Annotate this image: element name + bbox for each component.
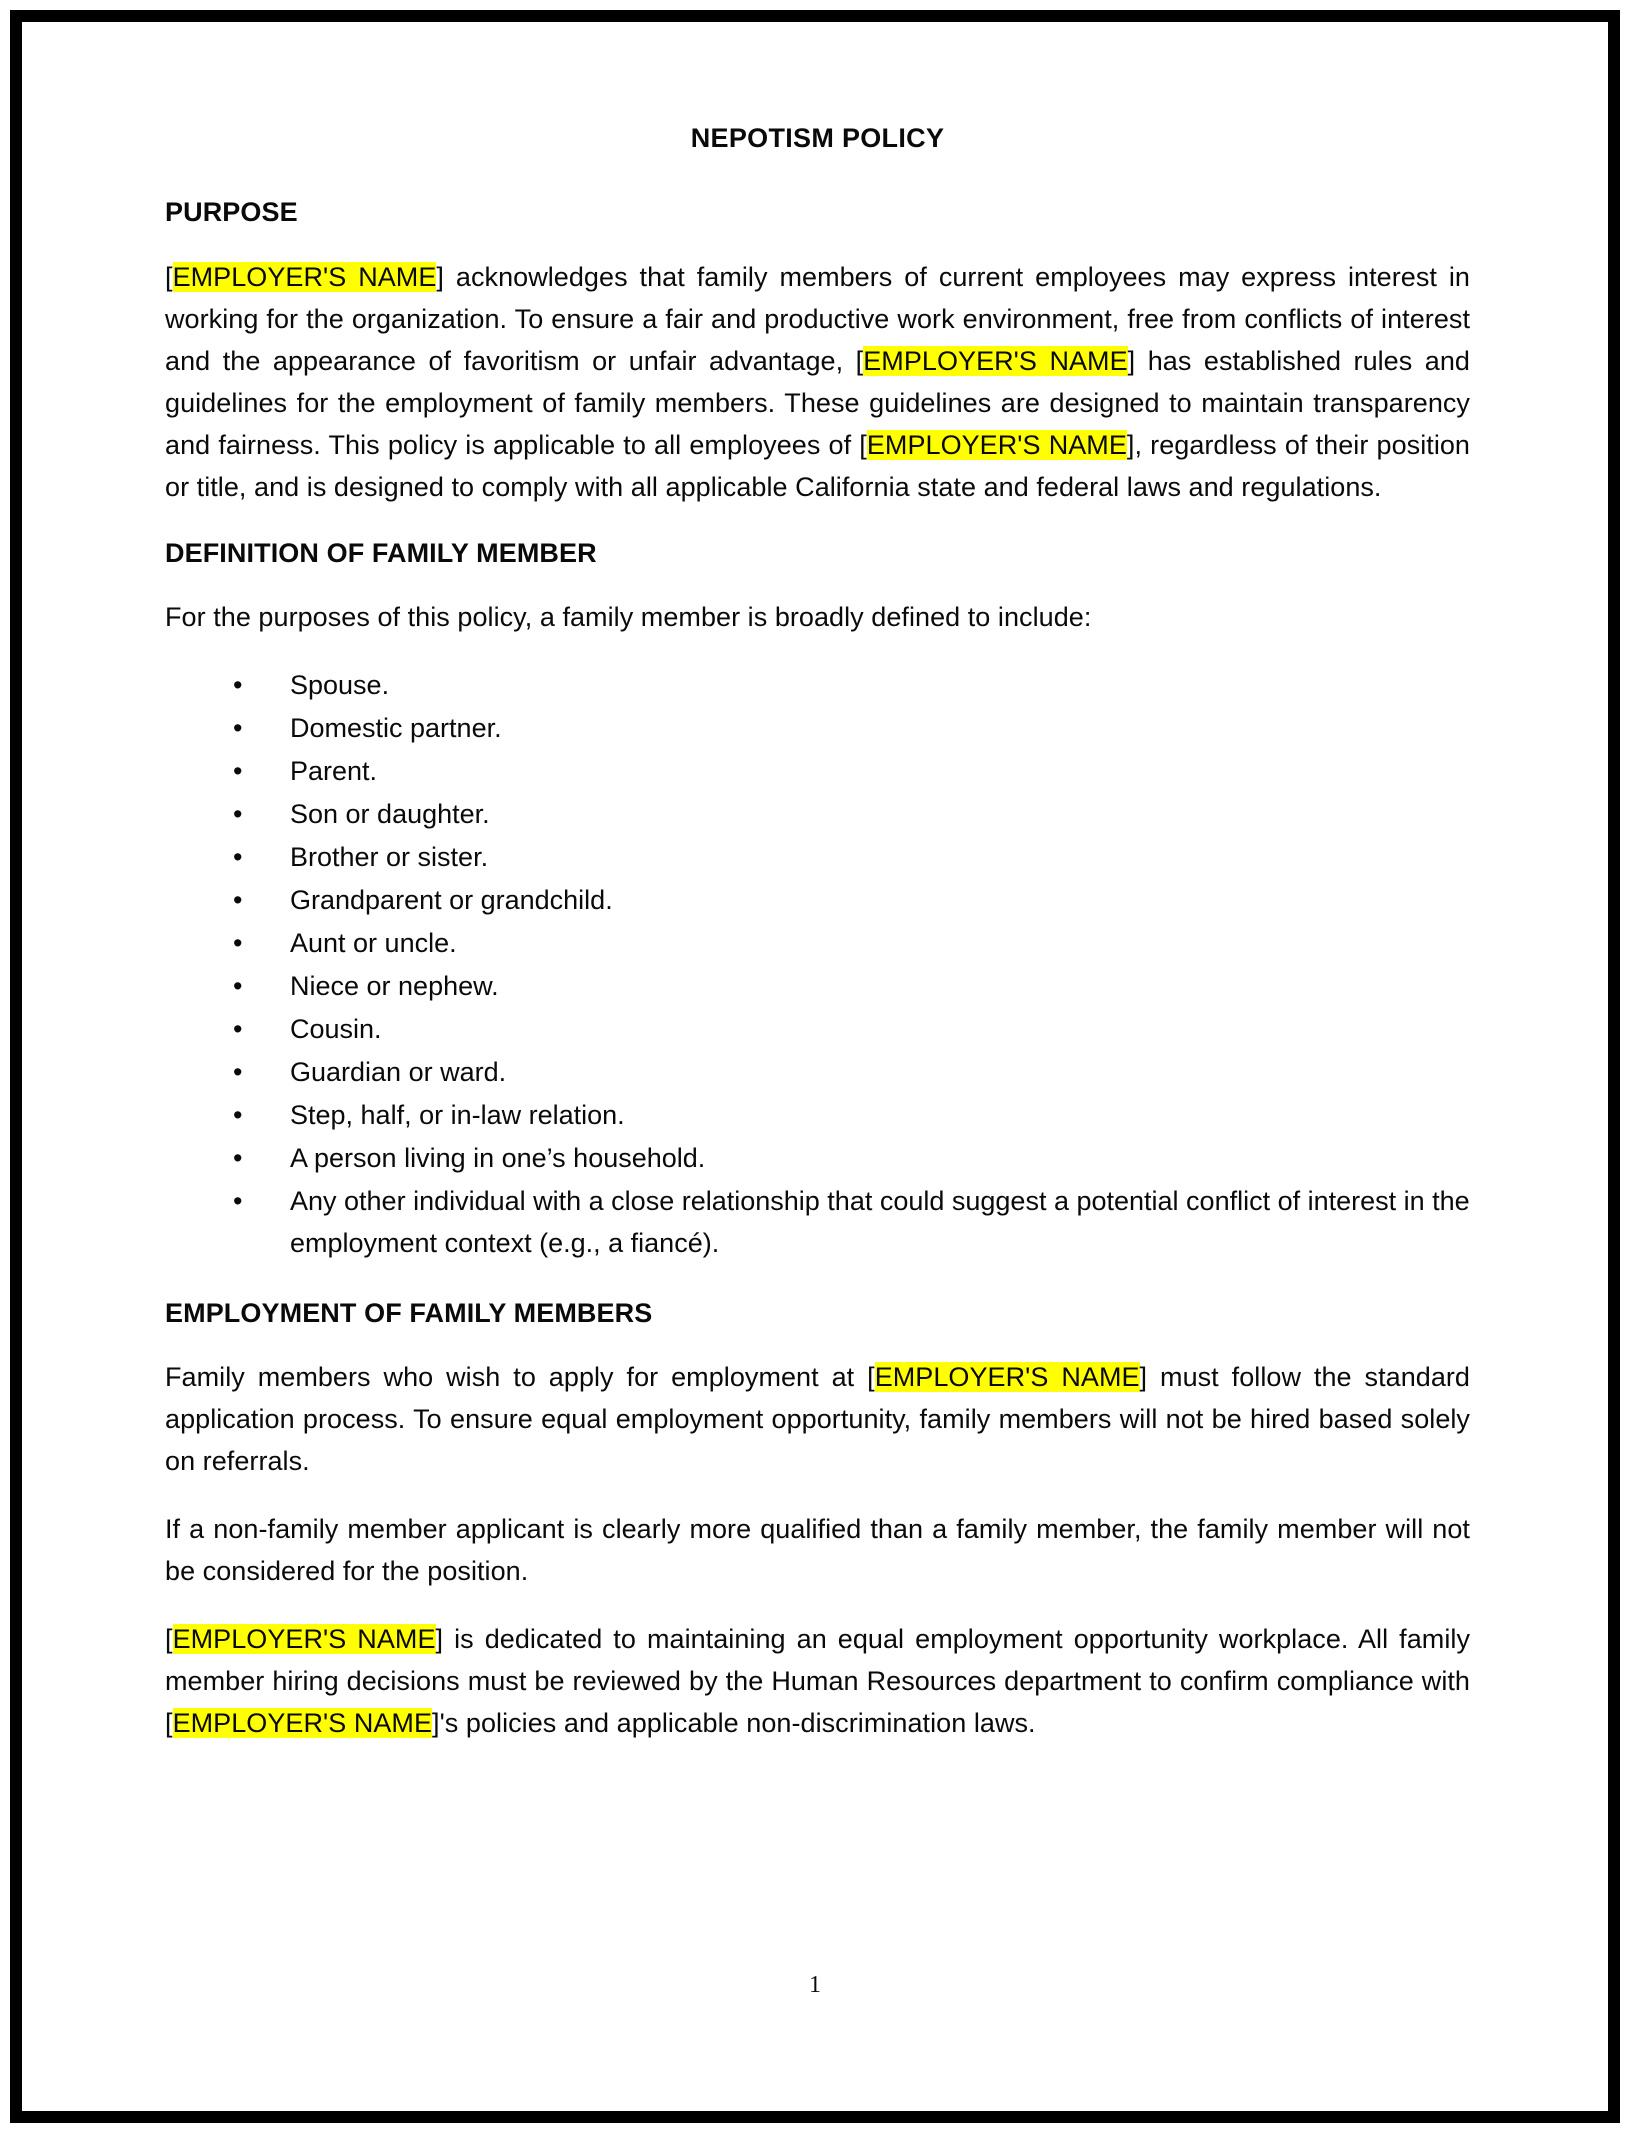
bullet-icon: • bbox=[233, 842, 243, 873]
list-item bbox=[165, 794, 1470, 836]
list-item bbox=[165, 751, 1470, 793]
list-item-label: Grandparent or grandchild. bbox=[290, 885, 613, 916]
list-item-label: Aunt or uncle. bbox=[290, 928, 457, 959]
page-number: 1 bbox=[809, 1972, 821, 1998]
employer-name-placeholder-highlight: EMPLOYER'S NAME bbox=[172, 1624, 436, 1655]
list-item-label: A person living in one’s household. bbox=[290, 1142, 706, 1173]
employer-name-placeholder-highlight: EMPLOYER'S NAME bbox=[172, 261, 437, 292]
employer-name-placeholder-highlight: EMPLOYER'S NAME bbox=[866, 429, 1127, 460]
bullet-icon: • bbox=[233, 971, 243, 1002]
list-item-label: Any other individual with a close relationship that could suggest a potential conflict of interest in the employment context (e.g., a fiancé). bbox=[290, 1185, 1470, 1258]
list-item-label: Spouse. bbox=[290, 670, 390, 701]
employer-name-placeholder-highlight: EMPLOYER'S NAME bbox=[863, 345, 1128, 376]
list-item-label: Domestic partner. bbox=[290, 713, 502, 744]
bullet-icon: • bbox=[233, 799, 243, 830]
section-heading-purpose: PURPOSE bbox=[165, 197, 298, 228]
bullet-icon: • bbox=[233, 885, 243, 916]
list-item bbox=[165, 923, 1470, 965]
list-item-label: Son or daughter. bbox=[290, 799, 490, 830]
list-item bbox=[165, 708, 1470, 750]
list-item-label: Niece or nephew. bbox=[290, 971, 499, 1002]
page-title: NEPOTISM POLICY bbox=[690, 123, 945, 153]
paragraph-employment-3: [EMPLOYER'S NAME] is dedicated to maintaining an equal employment opportunity workplace. All family member hiring decisions must be reviewed by the Human Resources department to confirm compliance with [EMPLOYER'S NAME]'s policies and applicable non-discrimination laws. bbox=[165, 1624, 1470, 1739]
list-item-label: Parent. bbox=[290, 756, 378, 787]
list-item-label: Brother or sister. bbox=[290, 842, 489, 873]
section-heading-employment-of-family-members: EMPLOYMENT OF FAMILY MEMBERS bbox=[165, 1297, 653, 1328]
section-heading-definition-of-family-member: DEFINITION OF FAMILY MEMBER bbox=[165, 537, 597, 568]
list-item bbox=[165, 1138, 1470, 1180]
bullet-icon: • bbox=[233, 1100, 243, 1130]
list-item-label: Step, half, or in-law relation. bbox=[290, 1100, 625, 1130]
page-border-frame bbox=[10, 10, 1620, 2123]
bullet-icon: • bbox=[233, 928, 243, 959]
bullet-icon: • bbox=[233, 1185, 243, 1216]
document-body bbox=[165, 122, 1470, 1745]
bullet-icon: • bbox=[233, 670, 243, 701]
list-item bbox=[165, 1181, 1470, 1265]
employer-name-placeholder-highlight: EMPLOYER'S NAME bbox=[874, 1362, 1140, 1393]
bullet-icon: • bbox=[233, 1142, 243, 1173]
list-item bbox=[165, 1009, 1470, 1051]
paragraph-definition-intro: For the purposes of this policy, a family member is broadly defined to include: bbox=[165, 602, 1092, 633]
family-member-list bbox=[165, 665, 1470, 1265]
paragraph-purpose: [EMPLOYER'S NAME] acknowledges that family members of current employees may express interest in working for the organization. To ensure a fair and productive work environment, free from conflicts of interest and the appearance of favoritism or unfair advantage, [EMPLOYER'S NAME] has established rules and guidelines for the employment of family members. These guidelines are designed to maintain transparency and fairness. This policy is applicable to all employees of [EMPLOYER'S NAME], regardless of their position or title, and is designed to comply with all applicable California state and federal laws and regulations. bbox=[165, 261, 1470, 502]
bullet-icon: • bbox=[233, 1057, 243, 1088]
list-item-label: Guardian or ward. bbox=[290, 1057, 507, 1088]
list-item bbox=[165, 665, 1470, 707]
employer-name-placeholder-highlight: EMPLOYER'S NAME bbox=[172, 1708, 433, 1739]
list-item bbox=[165, 837, 1470, 879]
bullet-icon: • bbox=[233, 1014, 243, 1045]
bullet-icon: • bbox=[233, 756, 243, 787]
list-item bbox=[165, 1095, 1470, 1137]
list-item-label: Cousin. bbox=[290, 1014, 382, 1045]
list-item bbox=[165, 966, 1470, 1008]
paragraph-employment-1: Family members who wish to apply for employment at [EMPLOYER'S NAME] must follow the standard application process. To ensure equal employment opportunity, family members will not be hired based solely on referrals. bbox=[165, 1362, 1470, 1477]
list-item bbox=[165, 880, 1470, 922]
bullet-icon: • bbox=[233, 713, 243, 744]
list-item bbox=[165, 1052, 1470, 1094]
paragraph-employment-2: If a non-family member applicant is clearly more qualified than a family member, the family member will not be considered for the position. bbox=[165, 1514, 1470, 1587]
